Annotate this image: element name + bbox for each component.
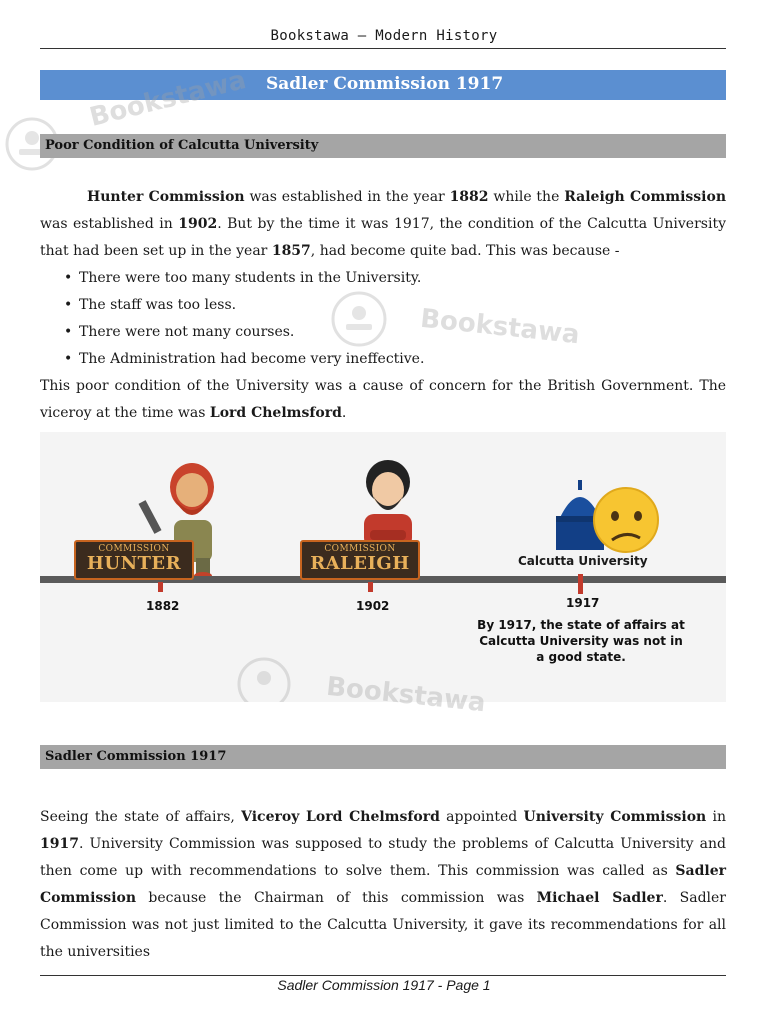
list-item: • The staff was too less. xyxy=(40,292,726,319)
list-item: • There were too many students in the University. xyxy=(40,265,726,292)
watermark-text: Bookstawa xyxy=(86,65,250,133)
sadler-paragraph: Seeing the state of affairs, Viceroy Lord Chelmsford appointed University Commission in 1917. University Commission was supposed to study the problems of Calcutta University and then come up with recommendations to solve them. This commission was called as Sadler Commission because the Chairman of this commission was Michael Sadler. Sadler Commission was not just limited to the Calcutta University, it gave its recommendations for all the universities xyxy=(40,809,727,960)
footer-rule xyxy=(40,975,726,976)
watermark-logo-icon xyxy=(236,656,292,702)
figure-caption: By 1917, the state of affairs at Calcutta University was not in a good state. xyxy=(477,618,685,664)
concern-paragraph: This poor condition of the University was a cause of concern for the British Government. The viceroy at the time was Lord Chelmsford. xyxy=(40,378,726,421)
calcutta-university-label: Calcutta University xyxy=(518,554,648,568)
section-heading: Poor Condition of Calcutta University xyxy=(45,138,319,153)
watermark-logo-icon xyxy=(330,290,388,348)
raleigh-sign: COMMISSION RALEIGH xyxy=(300,540,420,580)
section-heading: Sadler Commission 1917 xyxy=(45,749,227,764)
timeline-tick-1902 xyxy=(368,582,373,592)
intro-paragraph: Hunter Commission was established in the year 1882 while the Raleigh Commission was established in 1902. But by the time it was 1917, the condition of the Calcutta University that had been set up in the year 1857, had become quite bad. This was because - xyxy=(40,189,727,259)
timeline-tick-1917 xyxy=(578,574,583,594)
timeline-illustration xyxy=(40,432,726,719)
list-item: • There were not many courses. xyxy=(40,319,726,346)
year-label-1917: 1917 xyxy=(566,596,600,610)
page-title: Sadler Commission 1917 xyxy=(266,74,504,94)
running-header: Bookstawa — Modern History xyxy=(270,28,498,44)
watermark-text: Bookstawa xyxy=(418,303,581,351)
sad-face-icon xyxy=(594,488,658,552)
list-item: • The Administration had become very ineffective. xyxy=(40,346,726,373)
year-label-1902: 1902 xyxy=(356,599,390,613)
timeline-tick-1882 xyxy=(158,582,163,592)
section-heading-bar xyxy=(40,745,726,769)
page-footer: Sadler Commission 1917 - Page 1 xyxy=(277,977,491,993)
year-label-1882: 1882 xyxy=(146,599,180,613)
header-rule xyxy=(40,48,726,49)
hunter-sign: COMMISSION HUNTER xyxy=(74,540,194,580)
section-heading-bar xyxy=(40,134,726,158)
watermark-text: Bookstawa xyxy=(324,671,487,719)
